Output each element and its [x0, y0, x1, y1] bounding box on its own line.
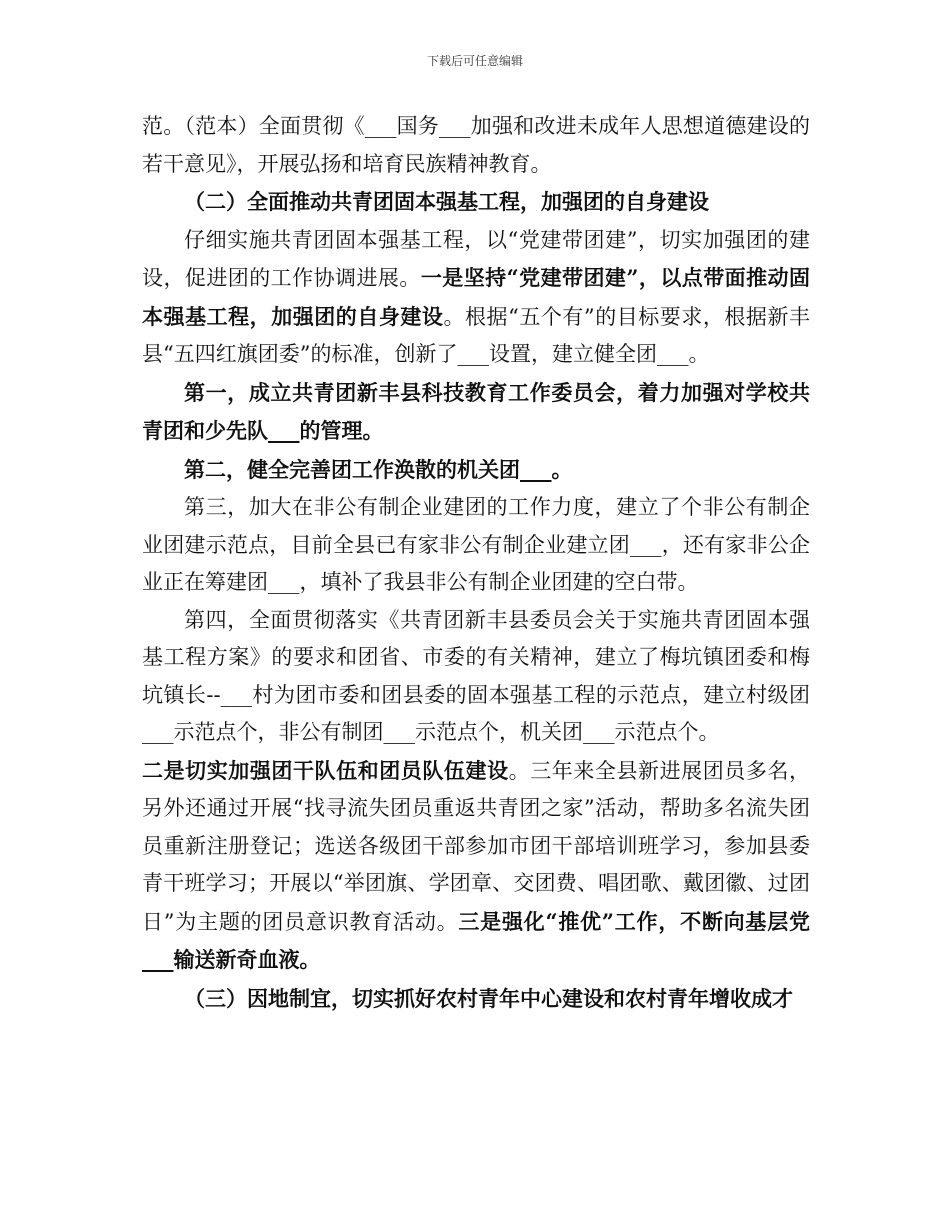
- bold-text-run: （三）因地制宜，切实抓好农村青年中心建设和农村青年增收成才: [184, 985, 793, 1011]
- text-run: 。三年来全县新进展团员多名，另外还通过开展“找寻流失团员重返共青团之家”活动，帮助多名流失团员重新注册登记；选送各级团干部参加市团干部培训班学习，参加县委青干班学习；开展以“举团旗、学团章、交团费、唱团歌、戴团徽、过团日”为主题的团员意识教育活动。: [142, 758, 811, 934]
- paragraph-p5: [142, 489, 810, 602]
- text-run: 。根据“五个有”的目标要求，根据新丰县“五四红旗团委”的标准，创新了___设置，建立健全团___。: [142, 304, 810, 366]
- bold-text-run: 三是强化“推优”工作，不断向基层党___输送新奇血液。: [142, 908, 810, 972]
- text-run: 第四，全面贯彻落实《共青团新丰县委员会关于实施共青团固本强基工程方案》的要求和团省、市委的有关精神，建立了梅坑镇团委和梅坑镇长--___村为团市委和团县委的固本强基工程的示范点，建立村级团___示范点个，非公有制团___示范点个，机关团___示范点个。: [142, 607, 810, 744]
- paragraph-h2: [142, 183, 810, 222]
- text-run: 仔细实施共青团固本强基工程，以“党建带团建”，切实加强团的建设，促进团的工作协调进展。: [142, 227, 810, 290]
- page-header: 下载后可任意编辑: [426, 54, 523, 68]
- paragraph-p7: [142, 752, 810, 980]
- paragraph-p6: [142, 602, 810, 752]
- paragraph-p4: [142, 451, 810, 490]
- document-body: [142, 108, 810, 1018]
- paragraph-h3: [142, 980, 810, 1019]
- bold-text-run: （二）全面推动共青团固本强基工程，加强团的自身建设: [184, 189, 709, 214]
- text-run: 范。（范本）全面贯彻《___国务___加强和改进未成年人思想道德建设的若干意见》，开展弘扬和培育民族精神教育。: [142, 114, 810, 176]
- bold-text-run: 一是坚持“党建带团建”，以点带面推动固本强基工程，加强团的自身建设: [142, 265, 810, 329]
- text-run: 第三，加大在非公有制企业建团的工作力度，建立了个非公有制企业团建示范点，目前全县已有家非公有制企业建立团___，还有家非公企业正在筹建团___，填补了我县非公有制企业团建的空白带。: [142, 495, 810, 594]
- bold-text-run: 第二，健全完善团工作涣散的机关团___。: [184, 456, 573, 482]
- bold-text-run: 二是切实加强团干队伍和团员队伍建设: [142, 757, 509, 783]
- paragraph-p1: [142, 108, 810, 183]
- bold-text-run: 第一，成立共青团新丰县科技教育工作委员会，着力加强对学校共青团和少先队___的管理。: [142, 379, 810, 443]
- paragraph-p3: [142, 374, 810, 451]
- paragraph-p2: [142, 222, 810, 374]
